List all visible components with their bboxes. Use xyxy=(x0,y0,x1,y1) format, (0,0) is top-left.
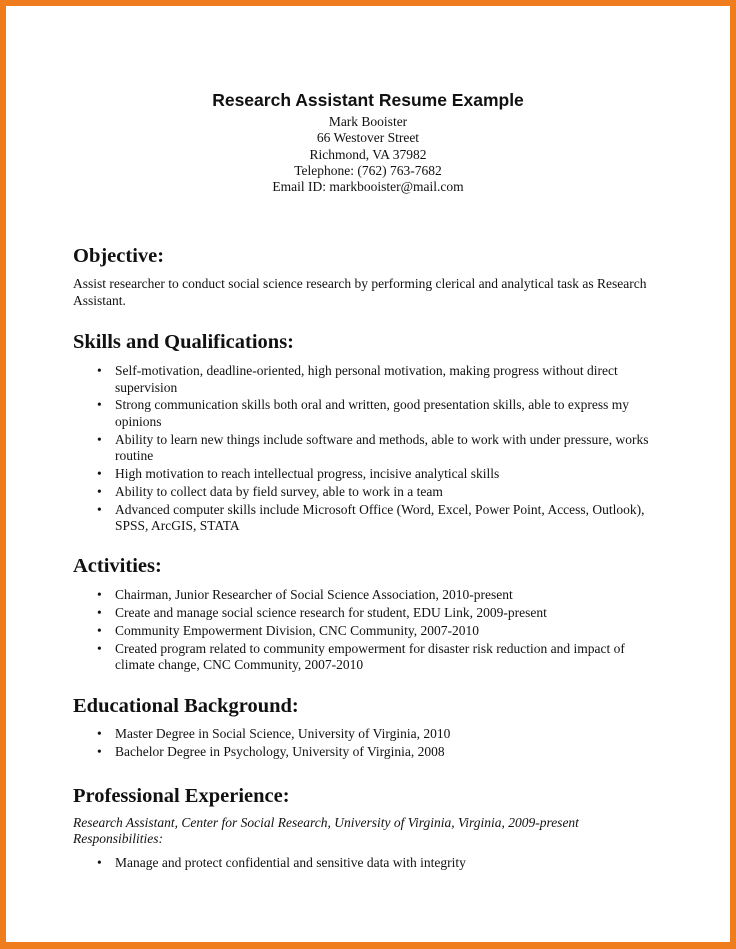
list-item xyxy=(73,363,663,396)
bullet-icon: • xyxy=(97,501,102,517)
skill-text: Strong communication skills both oral and written, good presentation skills, able to express my opinions xyxy=(115,397,630,429)
bullet-icon: • xyxy=(97,743,102,759)
bullet-icon: • xyxy=(97,466,102,482)
activity-text: Create and manage social science research for student, EDU Link, 2009-present xyxy=(115,604,547,620)
education-text: Master Degree in Social Science, University of Virginia, 2010 xyxy=(115,726,451,741)
bullet-icon: • xyxy=(97,622,102,638)
contact-city: Richmond, VA 37982 xyxy=(309,146,427,162)
bullet-icon: • xyxy=(97,363,102,378)
bullet-icon: • xyxy=(97,640,102,656)
list-item xyxy=(73,397,663,430)
contact-email: Email ID: markbooister@mail.com xyxy=(272,179,464,195)
skill-text: Advanced computer skills include Microsoft Office (Word, Excel, Power Point, Access, Outlook), SPSS, ArcGIS, STATA xyxy=(115,501,645,534)
objective-heading: Objective: xyxy=(73,245,165,267)
list-item xyxy=(73,484,663,501)
responsibilities-list xyxy=(73,855,663,873)
skills-list xyxy=(73,363,663,536)
experience-position: Research Assistant, Center for Social Research, University of Virginia, Virginia, 2009-present xyxy=(73,815,579,830)
responsibilities-label: Responsibilities: xyxy=(73,831,163,846)
bullet-icon: • xyxy=(97,604,102,620)
list-item xyxy=(73,855,663,872)
list-item xyxy=(73,605,663,622)
list-item xyxy=(73,641,663,674)
list-item xyxy=(73,466,663,483)
list-item xyxy=(73,432,663,465)
contact-street: 66 Westover Street xyxy=(316,130,420,146)
skill-text: Ability to learn new things include software and methods, able to work with under pressure, works routine xyxy=(115,431,649,464)
responsibility-text: Manage and protect confidential and sensitive data with integrity xyxy=(115,855,466,870)
list-item xyxy=(73,587,663,604)
bullet-icon: • xyxy=(97,726,102,741)
bullet-icon: • xyxy=(97,397,102,413)
objective-text: Assist researcher to conduct social science research by performing clerical and analytical task as Research Assistant. xyxy=(73,276,647,308)
activities-heading: Activities: xyxy=(73,555,162,577)
skill-text: Self-motivation, deadline-oriented, high personal motivation, making progress without direct supervision xyxy=(115,363,618,395)
contact-block xyxy=(73,114,663,195)
bullet-icon: • xyxy=(97,431,102,447)
document-title: Research Assistant Resume Example xyxy=(212,90,524,110)
bullet-icon: • xyxy=(97,587,102,602)
activity-text: Community Empowerment Division, CNC Community, 2007-2010 xyxy=(115,622,479,638)
skill-text: Ability to collect data by field survey, able to work in a team xyxy=(115,484,443,500)
education-list xyxy=(73,726,663,762)
list-item xyxy=(73,726,663,743)
education-heading: Educational Background: xyxy=(73,695,299,717)
list-item xyxy=(73,502,663,535)
skill-text: High motivation to reach intellectual progress, incisive analytical skills xyxy=(115,466,500,482)
contact-telephone: Telephone: (762) 763-7682 xyxy=(294,162,442,178)
list-item xyxy=(73,623,663,640)
activities-list xyxy=(73,587,663,675)
education-text: Bachelor Degree in Psychology, University of Virginia, 2008 xyxy=(115,743,445,759)
contact-name: Mark Booister xyxy=(328,114,408,129)
bullet-icon: • xyxy=(97,855,102,870)
bullet-icon: • xyxy=(97,484,102,500)
activity-text: Created program related to community empowerment for disaster risk reduction and impact of climate change, CNC Community, 2007-2010 xyxy=(115,640,625,673)
skills-heading: Skills and Qualifications: xyxy=(73,331,295,353)
list-item xyxy=(73,744,663,761)
experience-heading: Professional Experience: xyxy=(73,785,290,807)
activity-text: Chairman, Junior Researcher of Social Science Association, 2010-present xyxy=(115,587,513,602)
